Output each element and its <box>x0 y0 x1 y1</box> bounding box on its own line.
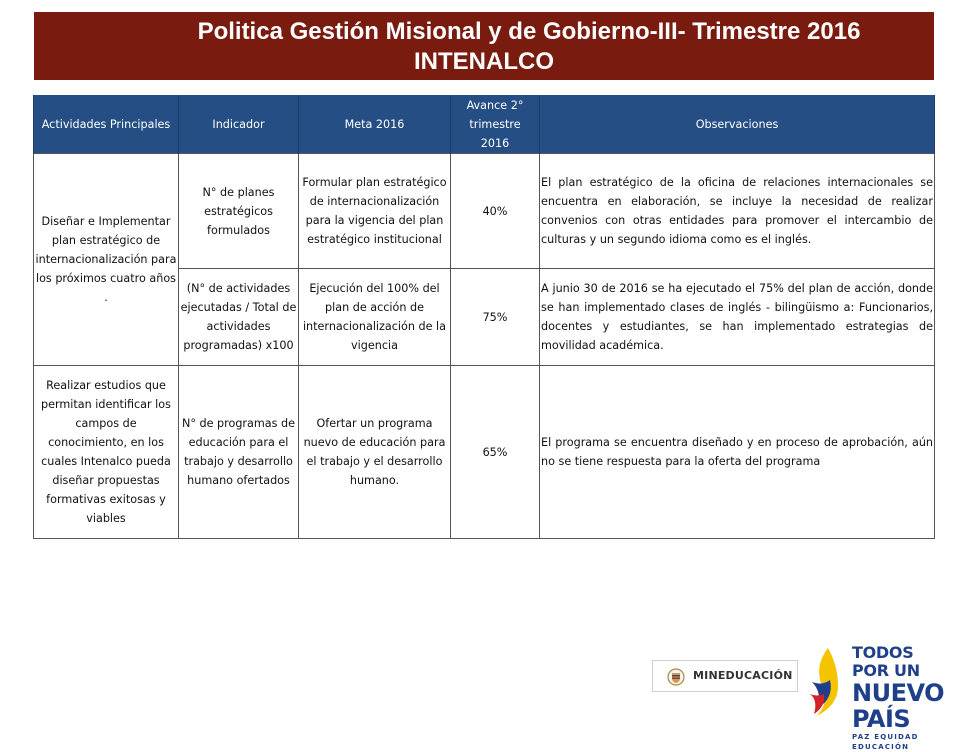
page-title: Politica Gestión Misional y de Gobierno-III- Trimestre 2016 <box>197 18 861 45</box>
goal-cell: Ejecución del 100% del plan de acción de internacionalización de la vigencia <box>299 269 451 366</box>
page-subtitle: INTENALCO <box>414 48 554 75</box>
column-header-indicator: Indicador <box>179 95 299 154</box>
table-header-row <box>34 95 935 154</box>
colombia-shield-icon <box>667 668 685 691</box>
mineducacion-logo <box>652 660 798 692</box>
policy-table <box>33 95 935 539</box>
column-header-progress: Avance 2° trimestre 2016 <box>451 95 540 154</box>
activity-cell: Realizar estudios que permitan identificar los campos de conocimiento, en los cuales Intenalco pueda diseñar propuestas formativas exitosas y viables <box>34 366 179 539</box>
observations-cell: El programa se encuentra diseñado y en proceso de aprobación, aún no se tiene respuesta para la oferta del programa <box>540 366 935 539</box>
goal-cell: Formular plan estratégico de internacionalización para la vigencia del plan estratégico institucional <box>299 154 451 269</box>
column-header-goal: Meta 2016 <box>299 95 451 154</box>
tricolor-wave-icon <box>808 646 852 723</box>
progress-cell: 40% <box>451 154 540 269</box>
goal-cell: Ofertar un programa nuevo de educación para el trabajo y el desarrollo humano. <box>299 366 451 539</box>
progress-cell: 75% <box>451 269 540 366</box>
footer-logos <box>652 640 952 751</box>
progress-cell: 65% <box>451 366 540 539</box>
todos-por-un-nuevo-pais-logo <box>852 644 952 752</box>
table-row <box>34 366 935 539</box>
table-row <box>34 154 935 269</box>
indicator-cell: N° de programas de educación para el trabajo y desarrollo humano ofertados <box>179 366 299 539</box>
title-banner <box>34 12 934 80</box>
slogan-line2: NUEVO PAÍS <box>852 679 945 733</box>
activity-cell: Diseñar e Implementar plan estratégico de internacionalización para los próximos cuatro años . <box>34 154 179 366</box>
slogan-line1: TODOS POR UN <box>852 643 920 680</box>
observations-cell: A junio 30 de 2016 se ha ejecutado el 75% del plan de acción, donde se han implementado clases de inglés - bilingüismo a: Funcionarios, docentes y estudiantes, se han implementado estrategias de movilidad académica. <box>540 269 935 366</box>
indicator-cell: N° de planes estratégicos formulados <box>179 154 299 269</box>
indicator-cell: (N° de actividades ejecutadas / Total de actividades programadas) x100 <box>179 269 299 366</box>
observations-cell: El plan estratégico de la oficina de relaciones internacionales se encuentra en elaboración, se incluye la necesidad de realizar convenios con otras entidades para promover el intercambio de culturas y un segundo idioma como es el inglés. <box>540 154 935 269</box>
slogan-line3: PAZ EQUIDAD EDUCACIÓN <box>852 733 919 751</box>
column-header-observations: Observaciones <box>540 95 935 154</box>
mineducacion-text: MINEDUCACIÓN <box>693 669 793 682</box>
column-header-activities: Actividades Principales <box>34 95 179 154</box>
